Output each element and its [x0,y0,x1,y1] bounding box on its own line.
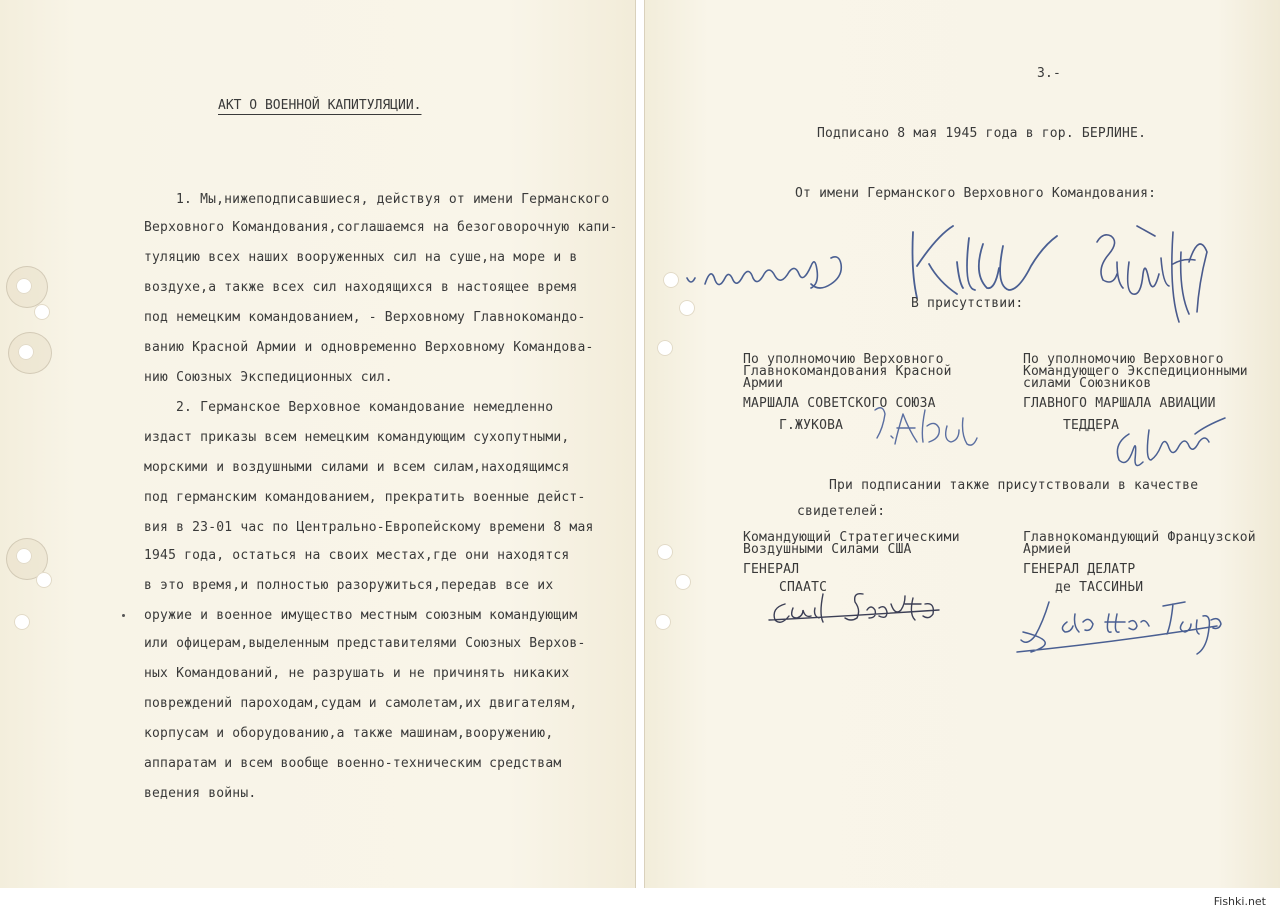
allied-authority-line: Командующего Экспедиционными [1023,364,1248,379]
text-line: повреждений пароходам,судам и самолетам,их двигателям, [144,696,578,711]
text-line: вия в 23-01 час по Центрально-Европейскому времени 8 мая [144,520,594,535]
allied-authority-line: По уполномочию Верховного [1023,352,1224,367]
signature-tedder [1109,410,1239,470]
signature-spaatz [763,574,963,634]
soviet-authority-line: По уполномочию Верховного [743,352,944,367]
text-line: ведения войны. [144,786,257,801]
france-name-line: де ТАССИНЬИ [1055,580,1144,595]
signature-de-lattre [1013,592,1243,662]
allied-authority-line: силами Союзников [1023,376,1152,391]
punch-hole [655,614,671,630]
punch-hole [36,572,52,588]
soviet-authority-line: Главнокомандования Красной [743,364,952,379]
signature-stumpff [1077,222,1227,332]
text-line: морскими и воздушными силами и всем силам,находящимся [144,460,570,475]
usa-title-line: Командующий Стратегическими [743,530,960,545]
text-line: оружие и военное имущество местным союзным командующим [144,608,578,623]
text-line: ных Командований, не разрушать и не причинять никаких [144,666,570,681]
france-rank-line: ГЕНЕРАЛ ДЕЛАТР [1023,562,1136,577]
witnesses-line: свидетелей: [797,504,886,519]
signature-zhukov [867,396,977,456]
page-number: 3.- [1037,66,1062,81]
page-gutter [636,0,644,888]
punch-hole [663,272,679,288]
punch-hole [34,304,50,320]
punch-hole [675,574,691,590]
text-line: туляцию всех наших вооруженных сил на суше,на море и в [144,250,578,265]
document-title: АКТ О ВОЕННОЙ КАПИТУЛЯЦИИ. [218,98,422,113]
text-line: в это время,и полностью разоружиться,передав все их [144,578,554,593]
text-line: аппаратам и всем вообще военно-техническим средствам [144,756,562,771]
witnesses-line: При подписании также присутствовали в качестве [829,478,1199,493]
soviet-name-line: Г.ЖУКОВА [779,418,844,433]
usa-title-line: Воздушными Силами США [743,542,912,557]
left-page [0,0,636,888]
text-line: под германским командованием, прекратить военные дейст- [144,490,586,505]
allied-rank-line: ГЛАВНОГО МАРШАЛА АВИАЦИИ [1023,396,1216,411]
in-presence-line: В присутствии: [911,296,1024,311]
text-line: 2. Германское Верховное командование немедленно [176,400,554,415]
text-line: нию Союзных Экспедиционных сил. [144,370,393,385]
text-line: корпусам и оборудованию,а также машинам,вооружению, [144,726,554,741]
text-line: Верховного Командования,соглашаемся на безоговорочную капи- [144,220,618,235]
usa-name-line: СПААТС [779,580,828,595]
signature-keitel [899,218,1059,308]
punch-hole [16,278,32,294]
punch-hole [14,614,30,630]
text-line: 1. Мы,нижеподписавшиеся, действуя от имени Германского [176,192,610,207]
text-line: 1945 года, остаться на своих местах,где они находятся [144,548,570,563]
watermark: Fishki.net [1213,895,1266,908]
punch-hole [657,340,673,356]
on-behalf-german-line: От имени Германского Верховного Командования: [795,186,1157,201]
signature-friedeburg [681,238,911,308]
punch-hole [18,344,34,360]
text-line: под немецким командованием, - Верховному Главнокомандо- [144,310,586,325]
france-title-line: Главнокомандующий Французской [1023,530,1256,545]
text-line: ванию Красной Армии и одновременно Верховному Командова- [144,340,594,355]
usa-rank-line: ГЕНЕРАЛ [743,562,800,577]
ink-speck [122,614,125,617]
france-title-line: Армией [1023,542,1072,557]
soviet-rank-line: МАРШАЛА СОВЕТСКОГО СОЮЗА [743,396,936,411]
allied-name-line: ТЕДДЕРА [1063,418,1120,433]
text-line: или офицерам,выделенным представителями Союзных Верхов- [144,636,586,651]
signed-date-line: Подписано 8 мая 1945 года в гор. БЕРЛИНЕ. [817,126,1147,141]
text-line: воздухе,а также всех сил находящихся в настоящее время [144,280,578,295]
soviet-authority-line: Армии [743,376,784,391]
punch-hole [657,544,673,560]
right-page [644,0,1280,888]
text-line: издаст приказы всем немецким командующим сухопутными, [144,430,570,445]
punch-hole [16,548,32,564]
